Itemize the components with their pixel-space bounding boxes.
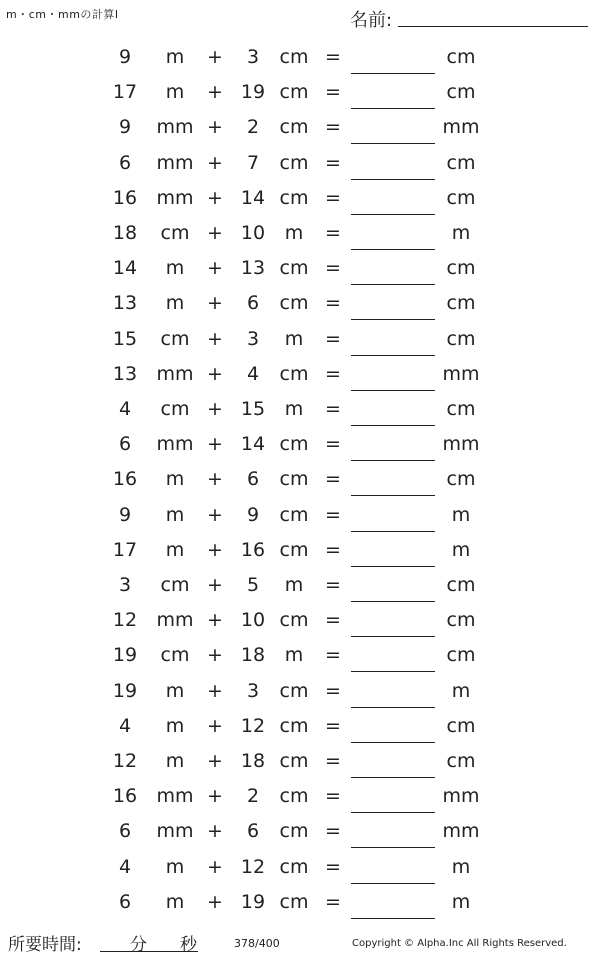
answer-unit: cm [446,292,476,315]
second-number: 19 [240,81,266,104]
plus-sign: + [207,46,223,68]
equals-sign: = [325,151,341,174]
first-unit: cm [160,398,190,420]
answer-unit: m [451,890,471,913]
second-number: 6 [246,468,260,491]
second-unit: m [284,644,304,667]
second-unit: m [284,222,304,244]
plus-sign: + [207,116,223,139]
plus-sign: + [207,679,223,702]
second-number: 10 [240,222,266,244]
plus-sign: + [207,820,223,843]
answer-blank[interactable] [351,143,435,144]
second-unit: cm [279,292,309,315]
first-unit: mm [156,186,194,209]
equals-sign: = [325,46,341,68]
problem-row [0,605,600,635]
answer-blank[interactable] [351,108,435,109]
first-number: 15 [112,327,138,350]
first-unit: m [165,46,185,68]
second-unit: m [284,574,304,596]
first-unit: m [165,855,185,878]
problem-row [0,359,600,389]
second-unit: cm [279,81,309,104]
first-unit: m [165,503,185,526]
first-number: 4 [118,398,132,420]
second-number: 3 [246,327,260,350]
plus-sign: + [207,468,223,491]
equals-sign: = [325,750,341,772]
second-unit: cm [279,116,309,139]
second-number: 12 [240,714,266,737]
equals-sign: = [325,679,341,702]
first-unit: m [165,890,185,913]
second-number: 2 [246,785,260,808]
problem-row [0,676,600,706]
plus-sign: + [207,186,223,209]
answer-unit: cm [446,609,476,632]
second-unit: cm [279,820,309,843]
answer-unit: mm [442,820,480,843]
first-number: 13 [112,362,138,385]
plus-sign: + [207,327,223,350]
answer-blank[interactable] [351,355,435,356]
equals-sign: = [325,362,341,385]
first-number: 6 [118,433,132,456]
problem-row [0,640,600,670]
first-unit: mm [156,116,194,139]
problem-row [0,887,600,917]
equals-sign: = [325,327,341,350]
first-number: 3 [118,574,132,596]
equals-sign: = [325,292,341,315]
first-number: 12 [112,609,138,632]
answer-unit: m [451,855,471,878]
second-unit: cm [279,468,309,491]
second-number: 18 [240,750,266,772]
second-number: 7 [246,151,260,174]
second-unit: cm [279,257,309,280]
plus-sign: + [207,398,223,420]
answer-blank[interactable] [351,425,435,426]
answer-blank[interactable] [351,284,435,285]
second-unit: m [284,327,304,350]
first-number: 6 [118,151,132,174]
name-label: 名前: [350,10,393,31]
second-unit: cm [279,151,309,174]
second-unit: cm [279,890,309,913]
first-unit: m [165,714,185,737]
second-unit: cm [279,855,309,878]
equals-sign: = [325,785,341,808]
second-number: 18 [240,644,266,667]
first-unit: m [165,257,185,280]
equals-sign: = [325,820,341,843]
answer-blank[interactable] [351,883,435,884]
plus-sign: + [207,714,223,737]
first-number: 16 [112,186,138,209]
second-unit: m [284,398,304,420]
equals-sign: = [325,468,341,491]
answer-unit: cm [446,750,476,772]
answer-blank[interactable] [351,319,435,320]
equals-sign: = [325,855,341,878]
first-number: 16 [112,468,138,491]
first-unit: mm [156,362,194,385]
problem-row [0,253,600,283]
second-unit: cm [279,785,309,808]
first-unit: mm [156,609,194,632]
second-unit: cm [279,362,309,385]
second-number: 3 [246,679,260,702]
equals-sign: = [325,609,341,632]
answer-unit: cm [446,81,476,104]
answer-blank[interactable] [351,566,435,567]
problem-row [0,570,600,600]
seconds-label: 秒 [180,935,197,955]
first-unit: cm [160,327,190,350]
plus-sign: + [207,785,223,808]
answer-blank[interactable] [351,707,435,708]
first-unit: m [165,81,185,104]
plus-sign: + [207,362,223,385]
answer-blank[interactable] [351,847,435,848]
equals-sign: = [325,503,341,526]
answer-blank[interactable] [351,918,435,919]
second-number: 12 [240,855,266,878]
second-number: 4 [246,362,260,385]
plus-sign: + [207,890,223,913]
answer-unit: mm [442,433,480,456]
answer-unit: cm [446,46,476,68]
first-number: 6 [118,820,132,843]
second-unit: cm [279,503,309,526]
first-unit: cm [160,644,190,667]
second-number: 19 [240,890,266,913]
second-number: 5 [246,574,260,596]
answer-unit: m [451,222,471,244]
first-number: 19 [112,679,138,702]
answer-unit: cm [446,186,476,209]
answer-unit: mm [442,362,480,385]
answer-unit: cm [446,257,476,280]
problem-row [0,852,600,882]
plus-sign: + [207,574,223,596]
second-number: 13 [240,257,266,280]
equals-sign: = [325,222,341,244]
first-unit: m [165,750,185,772]
problem-row [0,42,600,72]
first-number: 19 [112,644,138,667]
answer-unit: cm [446,574,476,596]
plus-sign: + [207,855,223,878]
second-unit: cm [279,679,309,702]
answer-blank[interactable] [351,777,435,778]
first-number: 13 [112,292,138,315]
first-number: 9 [118,503,132,526]
first-number: 17 [112,81,138,104]
second-unit: cm [279,714,309,737]
first-unit: cm [160,574,190,596]
plus-sign: + [207,222,223,244]
first-unit: mm [156,785,194,808]
answer-unit: cm [446,327,476,350]
answer-blank[interactable] [351,249,435,250]
problem-row [0,112,600,142]
equals-sign: = [325,433,341,456]
answer-blank[interactable] [351,390,435,391]
second-unit: cm [279,186,309,209]
answer-blank[interactable] [351,601,435,602]
answer-blank[interactable] [351,73,435,74]
answer-unit: mm [442,785,480,808]
second-unit: cm [279,609,309,632]
first-unit: mm [156,433,194,456]
problem-row [0,324,600,354]
equals-sign: = [325,644,341,667]
minutes-label: 分 [130,935,147,955]
plus-sign: + [207,609,223,632]
problem-row [0,500,600,530]
equals-sign: = [325,714,341,737]
plus-sign: + [207,257,223,280]
equals-sign: = [325,116,341,139]
first-number: 9 [118,46,132,68]
answer-blank[interactable] [351,460,435,461]
problem-row [0,148,600,178]
second-number: 6 [246,820,260,843]
second-unit: cm [279,538,309,561]
second-unit: cm [279,750,309,772]
first-number: 6 [118,890,132,913]
equals-sign: = [325,890,341,913]
answer-unit: mm [442,116,480,139]
first-number: 9 [118,116,132,139]
first-number: 4 [118,714,132,737]
answer-unit: cm [446,398,476,420]
answer-blank[interactable] [351,179,435,180]
worksheet-title: m・cm・mmの計算Ⅰ [6,8,119,21]
first-unit: m [165,538,185,561]
answer-blank[interactable] [351,636,435,637]
answer-blank[interactable] [351,531,435,532]
first-unit: mm [156,151,194,174]
problem-row [0,394,600,424]
problem-row [0,77,600,107]
first-unit: cm [160,222,190,244]
first-unit: m [165,679,185,702]
first-number: 16 [112,785,138,808]
second-number: 10 [240,609,266,632]
equals-sign: = [325,81,341,104]
problem-row [0,218,600,248]
answer-blank[interactable] [351,214,435,215]
second-unit: cm [279,433,309,456]
plus-sign: + [207,503,223,526]
plus-sign: + [207,292,223,315]
second-number: 14 [240,186,266,209]
first-unit: m [165,292,185,315]
first-number: 12 [112,750,138,772]
answer-unit: m [451,679,471,702]
second-number: 15 [240,398,266,420]
time-label: 所要時間: [8,935,82,955]
first-unit: mm [156,820,194,843]
page-number: 378/400 [234,937,280,950]
problem-row [0,288,600,318]
equals-sign: = [325,538,341,561]
copyright-notice: Copyright © Alpha.Inc All Rights Reserved. [352,938,567,949]
plus-sign: + [207,151,223,174]
first-unit: m [165,468,185,491]
problem-row [0,464,600,494]
first-number: 17 [112,538,138,561]
equals-sign: = [325,574,341,596]
answer-blank[interactable] [351,671,435,672]
second-number: 6 [246,292,260,315]
answer-unit: cm [446,714,476,737]
name-field-line[interactable] [398,26,588,27]
answer-blank[interactable] [351,495,435,496]
second-unit: cm [279,46,309,68]
equals-sign: = [325,398,341,420]
answer-unit: m [451,538,471,561]
problem-row [0,183,600,213]
second-number: 9 [246,503,260,526]
plus-sign: + [207,433,223,456]
answer-blank[interactable] [351,742,435,743]
problem-row [0,746,600,776]
equals-sign: = [325,257,341,280]
problem-row [0,781,600,811]
plus-sign: + [207,750,223,772]
second-number: 3 [246,46,260,68]
answer-unit: m [451,503,471,526]
second-number: 14 [240,433,266,456]
answer-unit: cm [446,468,476,491]
first-number: 14 [112,257,138,280]
answer-unit: cm [446,644,476,667]
plus-sign: + [207,538,223,561]
problem-row [0,711,600,741]
plus-sign: + [207,644,223,667]
equals-sign: = [325,186,341,209]
first-number: 18 [112,222,138,244]
answer-unit: cm [446,151,476,174]
problem-row [0,535,600,565]
first-number: 4 [118,855,132,878]
problem-row [0,816,600,846]
second-number: 16 [240,538,266,561]
plus-sign: + [207,81,223,104]
problem-row [0,429,600,459]
second-number: 2 [246,116,260,139]
answer-blank[interactable] [351,812,435,813]
